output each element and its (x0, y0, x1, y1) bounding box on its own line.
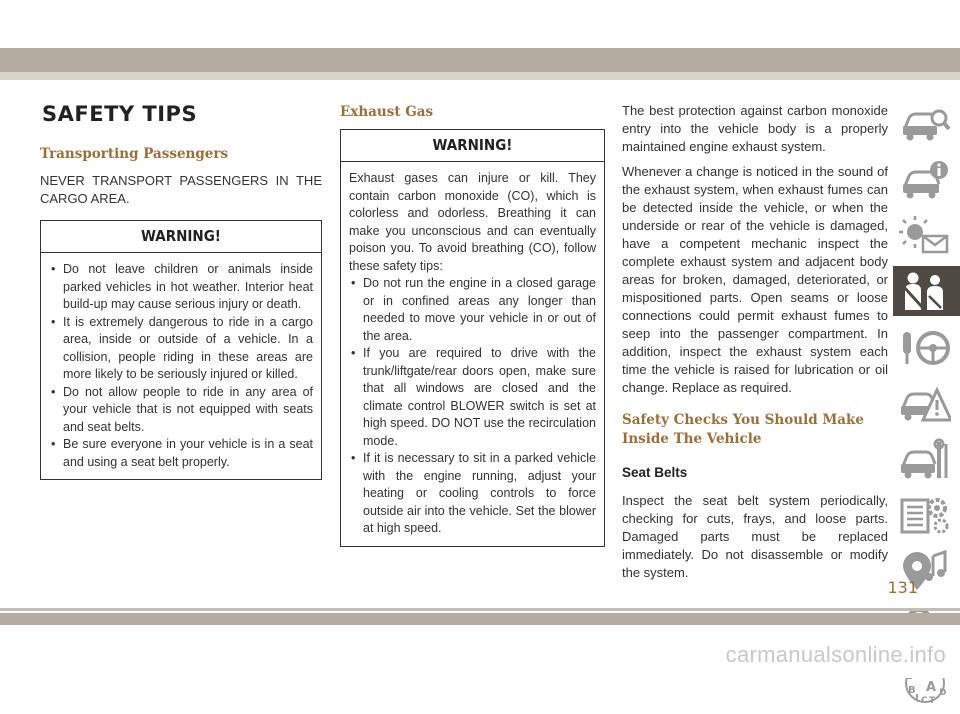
warning-list (49, 261, 313, 471)
cargo-notice: NEVER TRANSPORT PASSENGERS IN THE CARGO AREA. (40, 173, 322, 206)
warning-list (349, 275, 596, 538)
chapter-tab-specifications[interactable] (893, 490, 960, 540)
warning-item: • Be sure everyone in your vehicle is in a seat and using a seat belt properly. (49, 436, 313, 471)
warning-box-passengers (40, 220, 322, 480)
car-search-icon (899, 102, 951, 144)
chapter-tab-emergencies[interactable] (893, 378, 960, 428)
list-gear-icon (899, 494, 951, 536)
svg-text:T: T (929, 696, 936, 704)
warning-item: • Do not allow people to ride in any area of your vehicle that is not equipped with seats and seat belts. (49, 384, 313, 437)
chapter-tab-starting[interactable] (893, 322, 960, 372)
subsection-heading-seat-belts: Seat Belts (622, 465, 688, 480)
chapter-tab-safety[interactable] (893, 266, 960, 316)
warning-box-exhaust (340, 129, 605, 547)
car-warning-icon (899, 382, 951, 424)
top-band-stripe (0, 72, 960, 80)
column-middle (340, 96, 605, 547)
car-tools-icon (899, 438, 951, 480)
chapter-tab-servicing[interactable] (893, 434, 960, 484)
warning-item: • If it is necessary to sit in a parked vehicle with the engine running, adjust your heating or cooling controls to force outside air into the vehicle. Set the blower at high speed. (349, 450, 596, 538)
svg-text:A: A (926, 680, 937, 695)
paragraph-inspection: Whenever a change is noticed in the sound of the exhaust system, when exhaust fumes can be detected inside the vehicle, or when the underside or rear of the vehicle is damaged, have a competent mechanic inspect the complete exhaust system and adjacent body areas for broken, damaged, deteriorated, or mispositioned parts. Open seams or loose connections could permit exhaust fumes to seep into the passenger compartment. In addition, inspect the exhaust system each time the vehicle is raised for lubrication or oil change. Replace as required. (622, 164, 888, 395)
bottom-band-line (0, 608, 960, 611)
paragraph-protection: The best protection against carbon monoxide entry into the vehicle body is a properly maintained engine exhaust system. (622, 103, 888, 154)
warning-item: • If you are required to drive with the trunk/liftgate/rear doors open, make sure that all windows are closed and the climate control BLOWER switch is set at high speed. DO NOT use the recirculation mode. (349, 345, 596, 450)
svg-text:C: C (921, 696, 928, 704)
chapter-tab-lights[interactable] (893, 210, 960, 260)
section-heading-transporting: Transporting Passengers (40, 146, 229, 162)
svg-text:D: D (939, 688, 947, 698)
svg-text:B: B (908, 685, 916, 696)
page-title: SAFETY TIPS (42, 102, 198, 126)
warning-intro: Exhaust gases can injure or kill. They contain carbon monoxide (CO), which is colorless and odorless. Breathing it can make you unconscious and can eventually poison you. To avoid breathing (CO), follow these safety tips: (349, 171, 596, 273)
warning-item: • Do not leave children or animals inside parked vehicles in hot weather. Interior heat build-up may cause serious injury or death. (49, 261, 313, 314)
seat-belt-airbag-icon (899, 270, 951, 312)
chapter-tab-instrument-panel[interactable] (893, 154, 960, 204)
column-left (40, 96, 322, 480)
paragraph-seat-belts: Inspect the seat belt system periodically, checking for cuts, frays, and loose parts. Damaged parts must be replaced immediately. Do not disassemble or modify the system. (622, 493, 888, 580)
warning-item: • It is extremely dangerous to ride in a cargo area, inside or outside of a vehicle. In a collision, people riding in these areas are more likely to be seriously injured or killed. (49, 314, 313, 384)
top-band (0, 48, 960, 72)
chapter-tab-getting-to-know[interactable] (893, 98, 960, 148)
svg-text:I: I (915, 693, 919, 704)
lights-message-icon (899, 214, 951, 256)
section-heading-exhaust: Exhaust Gas (340, 104, 434, 120)
warning-title: WARNING! (341, 130, 604, 162)
warning-title: WARNING! (41, 221, 321, 253)
section-heading-safety-checks: Safety Checks You Should Make Inside The Vehicle (622, 412, 864, 447)
car-info-icon (899, 158, 951, 200)
page-number: 131 (887, 578, 918, 597)
key-steering-wheel-icon (899, 326, 951, 368)
bottom-band (0, 613, 960, 625)
warning-item: • Do not run the engine in a closed garage or in confined areas any longer than needed to move your vehicle in or out of the area. (349, 275, 596, 345)
footer-watermark: carmanualsonline.info (725, 642, 946, 667)
column-right (622, 96, 888, 582)
